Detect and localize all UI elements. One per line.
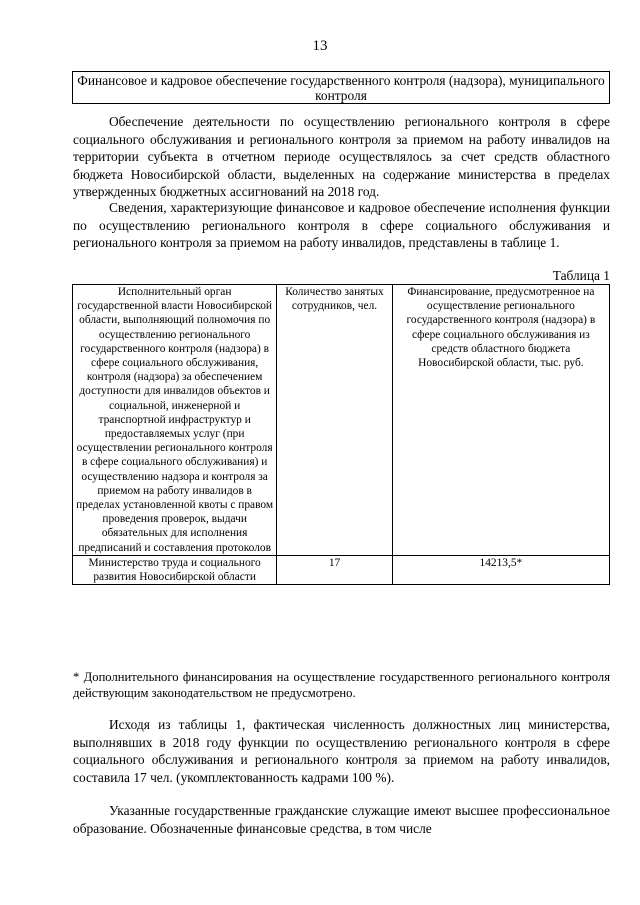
paragraph-education [73,802,610,837]
header-executive-organ: Исполнительный орган государственной власти Новосибирской области, выполняющий полномочия по осуществлению регионального государственного контроля (надзора) в сфере социального обслуживания, контроля (надзора) за обеспечением доступности для инвалидов объектов и социальной, инженерной и транспортной инфраструктур и предоставляемых услуг (при осуществлении регионального контроля в сфере социального обслуживания) и осуществлению надзора и контроля за приемом на работу инвалидов в пределах установленной квоты с правом проведения проверок, выдачи обязательных для исполнения предписаний и составления протоколов [73,285,277,556]
paragraph-staff-count [73,716,610,786]
paragraph-funding-source [73,113,610,201]
paragraph-text: Обеспечение деятельности по осуществлению регионального контроля в сфере социального обслуживания и регионального контроля за приемом на работу инвалидов на территории субъекта в отчетном периоде осуществлялось за счет средств областного бюджета Новосибирской области, выделенных на содержание министерства в пределах утвержденных бюджетных ассигнований на 2018 год. [73,114,610,199]
table-footnote: * Дополнительного финансирования на осуществление государственного регионального контроля действующим законодательством не предусмотрено. [73,670,610,700]
header-employees-count: Количество занятых сотрудников, чел. [277,285,392,556]
paragraph-text: Указанные государственные гражданские служащие имеют высшее профессиональное образование. Обозначенные финансовые средства, в том числе [73,803,610,836]
cell-funding: 14213,5* [392,555,609,584]
table-label: Таблица 1 [552,268,610,283]
table-header-row [73,285,610,556]
cell-organ: Министерство труда и социального развития Новосибирской области [73,555,277,584]
table-row [73,555,610,584]
section-title: Финансовое и кадровое обеспечение государственного контроля (надзора), муниципального контроля [72,71,610,104]
paragraph-text: Сведения, характеризующие финансовое и кадровое обеспечение исполнения функции по осуществлению регионального контроля в сфере социального обслуживания и регионального контроля за приемом на работу инвалидов, представлены в таблице 1. [73,200,610,250]
cell-employees: 17 [277,555,392,584]
page-number: 13 [312,38,328,54]
paragraph-table-reference [73,199,610,252]
paragraph-text: Исходя из таблицы 1, фактическая численность должностных лиц министерства, выполнявших в 2018 году функции по осуществлению регионального контроля в сфере социального обслуживания и регионального контроля за приемом на работу инвалидов, составила 17 чел. (укомплектованность кадрами 100 %). [73,717,610,785]
staffing-funding-table [72,284,610,585]
header-funding: Финансирование, предусмотренное на осуществление регионального государственного контроля (надзора) в сфере социального обслуживания из средств областного бюджета Новосибирской области, тыс. руб. [392,285,609,556]
